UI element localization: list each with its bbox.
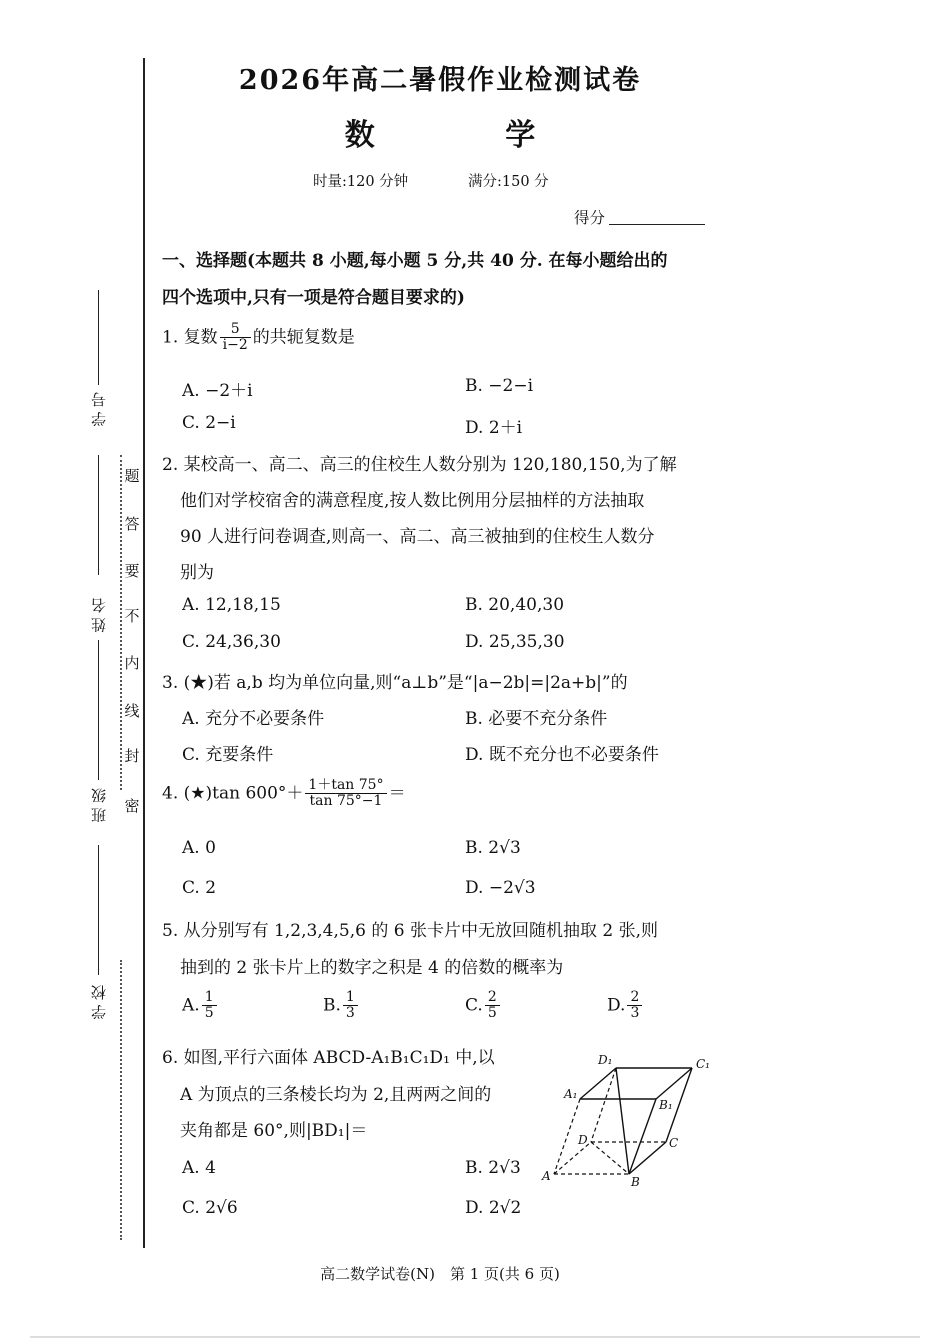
question-4 [162,778,406,810]
subject-title: 数 学 [344,118,576,153]
q1-prefix: 1. 复数 [162,327,218,348]
q2-option-b[interactable]: B. 20,40,30 [465,595,565,615]
page-bottom-edge [30,1336,920,1338]
q4-fraction [305,778,386,810]
q5-b-num: 1 [343,990,358,1006]
field-line-class [98,640,99,780]
score-label: 得分 [574,209,606,227]
q5-c-label: C. [465,995,483,1016]
q2-option-d[interactable]: D. 25,35,30 [465,632,565,652]
q5-d-frac [627,990,642,1022]
q6-option-d[interactable]: D. 2√2 [465,1198,522,1218]
section-heading-cont: 四个选项中,只有一项是符合题目要求的) [162,288,465,308]
field-label-name: 姓 名 [90,598,108,633]
label-C1: C₁ [696,1057,710,1071]
seal-dotted-line-lower [120,960,122,1240]
question-5-line: 抽到的 2 张卡片上的数字之积是 4 的倍数的概率为 [180,958,564,978]
seal-char: 封 [124,747,140,765]
question-6-line: A 为顶点的三条棱长均为 2,且两两之间的 [180,1085,492,1105]
question-6-line: 6. 如图,平行六面体 ABCD-A₁B₁C₁D₁ 中,以 [162,1048,495,1068]
question-3: 3. (★)若 a,b 均为单位向量,则“a⊥b”是“|a−2b|=|2a+b|”的 [162,673,628,693]
exam-title: 2026年高二暑假作业检测试卷 [238,65,642,96]
question-2-line: 90 人进行问卷调查,则高一、高二、高三被抽到的住校生人数分 [180,527,655,547]
q4-frac-num: 1＋tan 75° [305,778,386,794]
q4-frac-den: tan 75°−1 [309,793,383,810]
q5-d-label: D. [607,995,626,1016]
label-B1: B₁ [659,1098,673,1112]
q5-option-a[interactable] [182,990,219,1022]
label-A: A [542,1169,551,1183]
label-C: C [669,1136,679,1150]
q4-option-b[interactable]: B. 2√3 [465,838,521,858]
q5-c-num: 2 [485,990,500,1006]
q5-a-den: 5 [204,1005,214,1022]
question-2-line: 他们对学校宿舍的满意程度,按人数比例用分层抽样的方法抽取 [180,491,645,511]
full-score: 满分:150 分 [468,174,549,190]
seal-char: 要 [124,562,140,580]
question-2-line: 2. 某校高一、高二、高三的住校生人数分别为 120,180,150,为了解 [162,455,677,475]
q5-c-den: 5 [487,1005,497,1022]
q5-a-frac [202,990,217,1022]
q5-option-b[interactable] [323,990,360,1022]
q3-option-d[interactable]: D. 既不充分也不必要条件 [465,745,659,765]
q3-option-c[interactable]: C. 充要条件 [182,745,274,765]
q2-option-a[interactable]: A. 12,18,15 [182,595,281,615]
page-footer: 高二数学试卷(N) 第 1 页(共 6 页) [320,1265,560,1283]
question-5-line: 5. 从分别写有 1,2,3,4,5,6 的 6 张卡片中无放回随机抽取 2 张,则 [162,921,658,941]
seal-dotted-line-upper [120,455,122,790]
label-D1: D₁ [598,1053,613,1067]
q5-b-frac [343,990,358,1022]
q4-option-d[interactable]: D. −2√3 [465,878,536,898]
q3-option-a[interactable]: A. 充分不必要条件 [182,709,325,729]
diagonal-d1b [616,1068,629,1174]
q4-option-c[interactable]: C. 2 [182,878,217,898]
q5-d-den: 3 [630,1005,640,1022]
q6-option-a[interactable]: A. 4 [182,1158,216,1178]
q5-d-num: 2 [627,990,642,1006]
seal-char: 密 [124,797,140,815]
time-limit: 时量:120 分钟 [313,174,409,190]
parallelepiped-figure [536,1046,716,1188]
label-A1: A₁ [564,1087,578,1101]
section-heading: 一、选择题(本题共 8 小题,每小题 5 分,共 40 分. 在每小题给出的 [162,251,668,271]
q3-option-b[interactable]: B. 必要不充分条件 [465,709,608,729]
q1-option-d[interactable]: D. 2＋i [465,418,523,438]
q1-option-a[interactable]: A. −2＋i [182,381,253,401]
question-1 [162,322,355,354]
q4-option-a[interactable]: A. 0 [182,838,216,858]
question-2-line: 别为 [180,563,214,583]
score-blank[interactable] [609,224,705,225]
label-D: D [578,1133,588,1147]
q1-suffix: 的共轭复数是 [252,327,355,348]
seal-char: 线 [124,702,140,720]
field-label-class: 班 级 [90,788,108,823]
q1-option-b[interactable]: B. −2−i [465,376,534,396]
seal-char: 不 [124,607,140,625]
q4-suffix: ＝ [388,783,406,804]
seal-char: 答 [124,515,140,533]
q5-a-label: A. [182,995,200,1016]
field-label-student-id: 学 号 [90,392,108,427]
seal-char: 内 [124,654,140,672]
q5-c-frac [485,990,500,1022]
q1-frac-num: 5 [220,322,251,338]
q6-option-b[interactable]: B. 2√3 [465,1158,521,1178]
q1-frac-den: i−2 [222,337,248,354]
edge-db [591,1142,629,1174]
q4-prefix: 4. (★)tan 600°＋ [162,783,304,804]
field-line-name [98,455,99,575]
field-label-school: 学 校 [90,985,108,1020]
q1-option-c[interactable]: C. 2−i [182,413,236,433]
q2-option-c[interactable]: C. 24,36,30 [182,632,281,652]
q5-option-d[interactable] [607,990,644,1022]
q5-b-label: B. [323,995,341,1016]
seal-char: 题 [124,467,140,485]
q6-option-c[interactable]: C. 2√6 [182,1198,238,1218]
field-line-school [98,845,99,975]
q5-b-den: 3 [345,1005,355,1022]
question-6-line: 夹角都是 60°,则|BD₁|＝ [180,1121,368,1141]
q5-option-c[interactable] [465,990,502,1022]
label-B: B [631,1175,640,1188]
field-line-student-id [98,290,99,385]
binding-margin-line [143,58,145,1248]
q5-a-num: 1 [202,990,217,1006]
q1-fraction [220,322,251,354]
